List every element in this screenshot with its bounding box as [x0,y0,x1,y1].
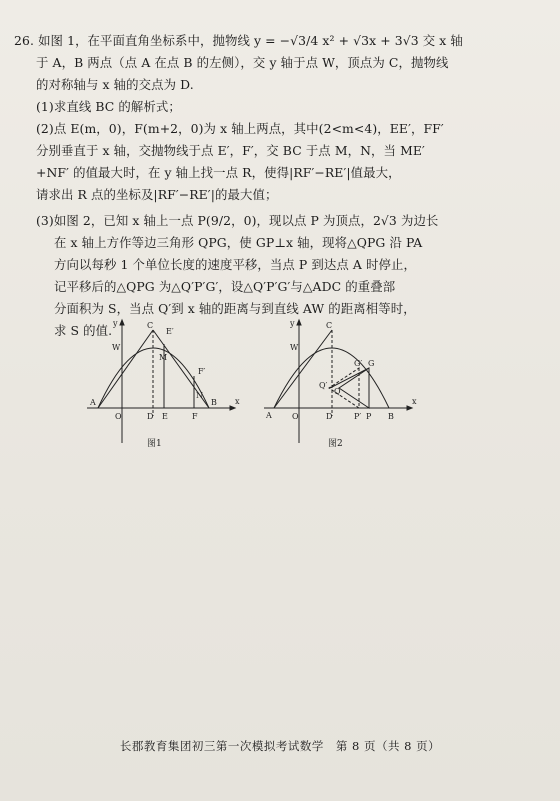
figure-2 [262,318,422,450]
label-F: F [192,412,198,421]
label-C: C [326,321,333,330]
part-3-line-3: 方向以每秒 1 个单位长度的速度平移，当点 P 到达点 A 时停止， [54,257,416,272]
part-3-line-5: 分面积为 S，当点 Q′到 x 轴的距离与到直线 AW 的距离相等时， [54,301,416,316]
label-D: D [326,412,333,421]
label-W: W [290,343,299,352]
label-O: O [115,412,122,421]
label-E: E [162,412,168,421]
label-E1: E′ [166,327,174,336]
label-A: A [266,411,272,420]
label-Q: Q [334,387,341,396]
label-x: x [412,397,417,406]
label-A: A [90,398,96,407]
label-y: y [290,319,295,328]
label-C: C [147,321,154,330]
part-3-line-4: 记平移后的△QPG 为△Q′P′G′，设△Q′P′G′与△ADC 的重叠部 [54,279,396,294]
label-F1: F′ [198,367,206,376]
label-M: M [159,353,168,362]
segment-QG [330,368,369,388]
question-line-3: 的对称轴与 x 轴的交点为 D. [36,77,194,92]
label-O: O [292,412,299,421]
label-Q1: Q′ [319,381,328,390]
question-26 [14,30,514,342]
label-y: y [113,319,118,328]
line-AC [98,330,153,408]
question-line-1: 26. 如图 1，在平面直角坐标系中，抛物线 y = −√3/4 x² + √3x + 3√3 交 x 轴 [14,33,463,48]
label-B: B [388,412,394,421]
part-3-line-2: 在 x 轴上方作等边三角形 QPG，使 GP⊥x 轴，现将△QPG 沿 PA [54,235,423,250]
part-3-line-6: 求 S 的值. [54,323,113,338]
label-N: N [196,391,203,400]
bleed-through-text [300,10,500,26]
part-2-line-1: (2)点 E(m，0)，F(m+2，0)为 x 轴上两点，其中(2<m<4)，EE′，FF′ [36,121,444,136]
page-footer: 长郡教育集团初三第一次模拟考试数学 第 8 页（共 8 页） [119,739,441,753]
question-line-2: 于 A，B 两点（点 A 在点 B 的左侧），交 y 轴于点 W，顶点为 C，抛物线 [36,55,449,70]
figure-1-caption: 图1 [147,439,162,449]
part-2-line-4: 请求出 R 点的坐标及|RF′−RE′|的最大值； [36,187,278,202]
label-x: x [235,397,240,406]
label-B: B [211,398,217,407]
label-P: P [366,412,372,421]
line-AC [274,330,332,408]
question-number: 26. [14,33,35,48]
part-1: (1)求直线 BC 的解析式； [36,99,181,114]
part-3-line-1: (3)如图 2，已知 x 轴上一点 P(9/2，0)，现以点 P 为顶点，2√3 为边长 [36,213,439,228]
label-D: D [147,412,154,421]
part-2-line-2: 分别垂直于 x 轴，交抛物线于点 E′，F′，交 BC 于点 M，N，当 ME′ [36,143,425,158]
figure-1 [85,318,245,450]
part-2-line-3: +NF′ 的值最大时，在 y 轴上找一点 R，使得|RF′−RE′|值最大， [36,165,401,180]
label-G: G [368,359,375,368]
label-P1: P′ [354,412,362,421]
figure-2-caption: 图2 [328,439,343,449]
label-G1: G′ [354,359,363,368]
label-W: W [112,343,121,352]
triangle-QPG [339,368,369,408]
